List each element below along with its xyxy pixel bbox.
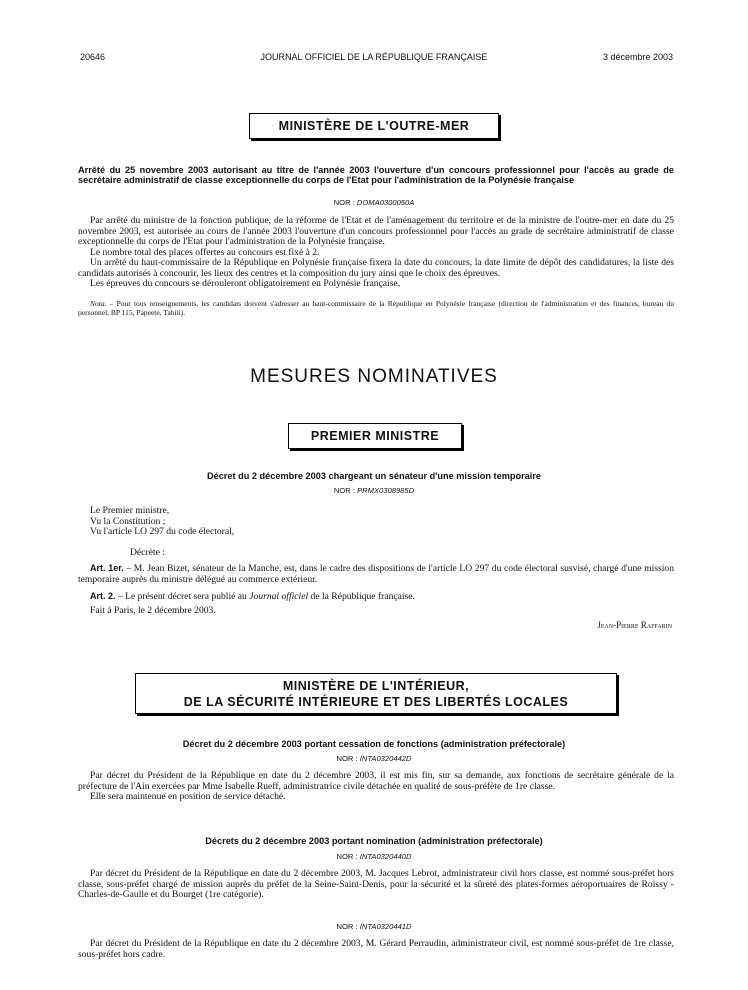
nor-label: NOR : [333, 486, 355, 495]
ministry-heading-interieur [135, 673, 617, 714]
ministry-heading-line2: DE LA SÉCURITÉ INTÉRIEURE ET DES LIBERTÉS LOCALES [183, 695, 569, 709]
decret-body [78, 939, 674, 960]
paragraph: Par arrêté du ministre de la fonction publique, de la réforme de l'Etat et de l'aménagement du territoire et de la ministre de l'outre-mer en date du 25 novembre 2003, est autorisée au cours de l'année 2003 l'ouverture d'un concours professionnel pour l'accès au grade de secrétaire administratif de classe exceptionnelle du corps de l'Etat pour l'administration de la Polynésie française. [78, 215, 674, 247]
signature: Jean-Pierre Raffarin [597, 620, 672, 630]
visa-line: Le Premier ministre, [90, 505, 170, 516]
article-2-label: Art. 2. [90, 591, 116, 601]
nor-label: NOR : [336, 852, 358, 861]
decret-title: Décret du 2 décembre 2003 chargeant un sénateur d'une mission temporaire [206, 471, 542, 481]
visa-line: Vu l'article LO 297 du code électoral, [90, 526, 235, 537]
paragraph: Par décret du Président de la République en date du 2 décembre 2003, M. Jacques Lebrot, administrateur civil hors classe, est nommé sous-préfet hors classe, sous-préfet chargé de mission auprès du préfet de la Seine-Saint-Denis, pour la sécurité et la sûreté des plates-formes aéroportuaires de Roissy - Charles-de-Gaulle et du Bourget (1re catégorie). [78, 868, 674, 900]
paragraph: Un arrêté du haut-commissaire de la République en Polynésie française fixera la date du concours, la date limite de dépôt des candidatures, la liste des candidats autorisés à concourir, les lieux des centres et la composition du jury ainsi que le choix des épreuves. [78, 257, 674, 279]
nor-code: DOMA0300050A [356, 198, 415, 207]
article-2 [78, 591, 674, 603]
publication-date: 3 décembre 2003 [602, 52, 673, 62]
nota [78, 299, 674, 317]
paragraph: Le nombre total des places offertes au concours est fixé à 2. [90, 246, 320, 258]
nor-reference [0, 922, 748, 931]
arrete-body [78, 216, 674, 290]
ministry-heading-premier: PREMIER MINISTRE [288, 423, 462, 449]
decret-body [78, 771, 674, 803]
nor-reference [0, 754, 748, 763]
nor-code: INTA0320441D [359, 922, 412, 931]
nor-reference [0, 486, 748, 495]
nor-code: PRMX0308985D [357, 486, 415, 495]
nor-label: NOR : [333, 198, 355, 207]
nor-reference [0, 198, 748, 207]
arrete-title: Arrêté du 25 novembre 2003 autorisant au titre de l'année 2003 l'ouverture d'un concours professionnel pour l'accès au grade de secrétaire administratif de classe exceptionnelle du corps de l'Etat pour l'administration de la Polynésie française [78, 165, 674, 185]
paragraph: Par décret du Président de la République en date du 2 décembre 2003, il est mis fin, sur sa demande, aux fonctions de secrétaire générale de la préfecture de l'Ain exercées par Mme Isabelle Rueff, administratrice civile détachée en qualité de sous-préfète de 1re classe. [78, 770, 674, 792]
ministry-heading-outremer: MINISTÈRE DE L'OUTRE-MER [249, 113, 499, 139]
nor-label: NOR : [336, 754, 358, 763]
nor-code: INTA0320442D [359, 754, 412, 763]
page-header [0, 52, 748, 66]
visa-line: Vu la Constitution ; [90, 515, 166, 527]
decret-title: Décrets du 2 décembre 2003 portant nomination (administration préfectorale) [205, 836, 543, 846]
nota-text: – Pour tous renseignements, les candidats doivent s'adresser au haut-commissaire de la République en Polynésie française (direction de l'administration et des finances, bureau du personnel, BP 115, Papeete, Tahiti). [78, 299, 674, 317]
nota-label: Nota. [90, 299, 107, 308]
paragraph: Les épreuves du concours se dérouleront obligatoirement en Polynésie française. [90, 278, 401, 289]
visas-block [90, 506, 670, 538]
article-2-text: – Le présent décret sera publié au [115, 591, 250, 602]
article-1-label: Art. 1er. [90, 563, 124, 573]
decret-title: Décret du 2 décembre 2003 portant cessation de fonctions (administration préfectorale) [182, 739, 566, 749]
nor-label: NOR : [336, 922, 358, 931]
article-1-text: – M. Jean Bizet, sénateur de la Manche, est, dans le cadre des dispositions de l'article LO 297 du code électoral susvisé, chargé d'une mission temporaire auprès du ministre délégué au commerce extérieur. [78, 563, 674, 585]
paragraph: Par décret du Président de la République en date du 2 décembre 2003, M. Gérard Perraudin, administrateur civil, est nommé sous-préfet de 1re classe, sous-préfet hors cadre. [78, 938, 674, 960]
ministry-heading-line1: MINISTÈRE DE L'INTÉRIEUR, [282, 679, 470, 693]
mesures-nominatives-title: MESURES NOMINATIVES [250, 366, 498, 387]
article-2-text-end: de la République française. [308, 591, 415, 602]
page-number: 20646 [80, 52, 106, 62]
decrete-line: Décrète : [130, 547, 165, 558]
decret-body [78, 869, 674, 901]
nor-code: INTA0320440D [359, 852, 412, 861]
fait-a-paris: Fait à Paris, le 2 décembre 2003. [90, 605, 216, 616]
nor-reference [0, 852, 748, 861]
journal-title: JOURNAL OFFICIEL DE LA RÉPUBLIQUE FRANÇAISE [260, 52, 488, 62]
paragraph: Elle sera maintenue en position de service détaché. [90, 791, 286, 802]
article-1 [78, 563, 674, 585]
journal-officiel-italic: Journal officiel [249, 591, 309, 602]
